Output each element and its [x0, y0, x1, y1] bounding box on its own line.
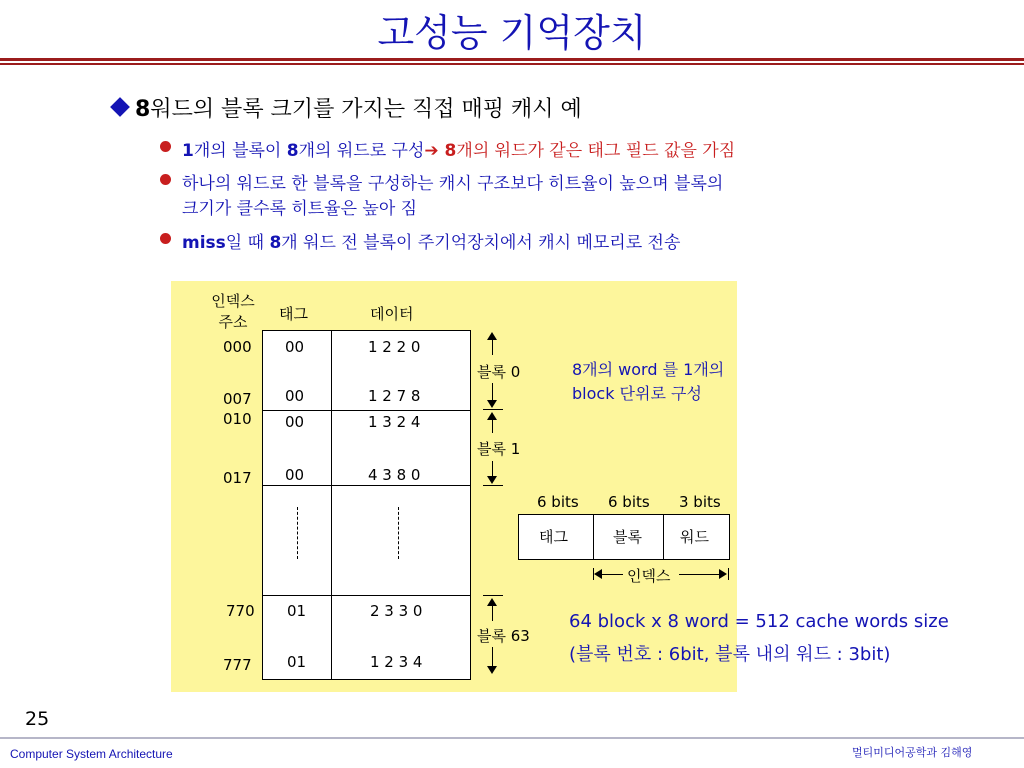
bullet-dot-icon: [160, 233, 171, 244]
tag-cell: 00: [285, 387, 305, 405]
ellipsis-dash: [297, 507, 298, 559]
bullet-dot-icon: [160, 174, 171, 185]
right-arrow-icon: [719, 569, 727, 579]
tag-cell: 00: [285, 466, 305, 484]
tag-bits: 6 bits: [537, 493, 579, 511]
block-divider: [262, 595, 471, 596]
word-field: 워드: [680, 528, 709, 546]
block-bits: 6 bits: [608, 493, 650, 511]
diamond-bullet-icon: [110, 97, 130, 117]
bracket-end: [483, 595, 503, 596]
summary-line2: (블록 번호 : 6bit, 블록 내의 워드 : 3bit): [569, 644, 891, 665]
cache-memory-table: [262, 330, 471, 680]
page-number: 25: [25, 708, 50, 730]
address-cell: 010: [223, 410, 252, 428]
bracket-end: [483, 409, 503, 410]
heading-text: 워드의 블록 크기를 가지는 직접 매핑 캐시 예: [150, 97, 582, 122]
address-cell: 770: [226, 602, 255, 620]
tag-cell: 01: [287, 653, 307, 671]
footer-author: 멀티미디어공학과 김해영: [852, 746, 973, 759]
block-divider: [262, 485, 471, 486]
data-cell: 1 2 3 4: [370, 653, 423, 671]
down-arrow-icon: [487, 476, 497, 484]
tag-cell: 00: [285, 413, 305, 431]
bracket-line: [492, 419, 493, 433]
footer-divider: [0, 737, 1024, 739]
footer-course: Computer System Architecture: [10, 747, 173, 761]
down-arrow-icon: [487, 666, 497, 674]
right-arrow-icon: ➔: [424, 141, 445, 161]
tag-header: 태그: [279, 305, 308, 323]
index-address-header: 인덱스 주소: [211, 292, 255, 331]
title-divider: [0, 58, 1024, 61]
tag-field: 태그: [539, 528, 568, 546]
bracket-line: [492, 339, 493, 355]
block-1-label: 블록 1: [477, 440, 521, 458]
bracket-line: [492, 605, 493, 621]
bracket-line: [492, 383, 493, 401]
index-label: 인덱스: [627, 567, 671, 585]
bracket-end: [483, 485, 503, 486]
word-bits: 3 bits: [679, 493, 721, 511]
bracket-line: [492, 461, 493, 477]
address-cell: 007: [223, 390, 252, 408]
tag-cell: 00: [285, 338, 305, 356]
block-note-line2: block 단위로 구성: [572, 384, 702, 403]
index-line: [679, 574, 719, 575]
tag-cell: 01: [287, 602, 307, 620]
address-cell: 000: [223, 338, 252, 356]
bullet-dot-icon: [160, 141, 171, 152]
heading-number: 8: [135, 97, 151, 122]
data-cell: 2 3 3 0: [370, 602, 423, 620]
bracket-line: [492, 647, 493, 667]
ellipsis-dash: [398, 507, 399, 559]
down-arrow-icon: [487, 400, 497, 408]
index-tick: [728, 568, 729, 580]
data-cell: 1 2 7 8: [368, 387, 421, 405]
bullet-item: 1개의 블록이 8개의 워드로 구성➔ 8개의 워드가 같은 태그 필드 값을 가짐: [160, 136, 960, 160]
address-cell: 017: [223, 469, 252, 487]
section-heading: [113, 92, 582, 123]
index-line: [601, 574, 623, 575]
data-cell: 1 2 2 0: [368, 338, 421, 356]
data-header: 데이터: [370, 305, 414, 323]
block-0-label: 블록 0: [477, 363, 521, 381]
data-cell: 4 3 8 0: [368, 466, 421, 484]
address-cell: 777: [223, 656, 252, 674]
field-divider: [663, 514, 664, 560]
block-divider: [262, 410, 471, 411]
block-63-label: 블록 63: [477, 627, 530, 645]
bullet-item: 하나의 워드로 한 블록을 구성하는 캐시 구조보다 히트율이 높으며 블록의 크기가 클수록 히트율은 높아 짐: [160, 169, 960, 219]
data-cell: 1 3 2 4: [368, 413, 421, 431]
slide-title: 고성능 기억장치: [377, 11, 647, 55]
field-divider: [593, 514, 594, 560]
summary-line1: 64 block x 8 word = 512 cache words size: [569, 611, 949, 632]
bullet-item: miss일 때 8개 워드 전 블록이 주기억장치에서 캐시 메모리로 전송: [160, 228, 960, 252]
block-field: 블록: [613, 528, 642, 546]
block-note-line1: 8개의 word 를 1개의: [572, 360, 725, 379]
title-divider-thin: [0, 63, 1024, 65]
column-divider: [331, 330, 332, 680]
